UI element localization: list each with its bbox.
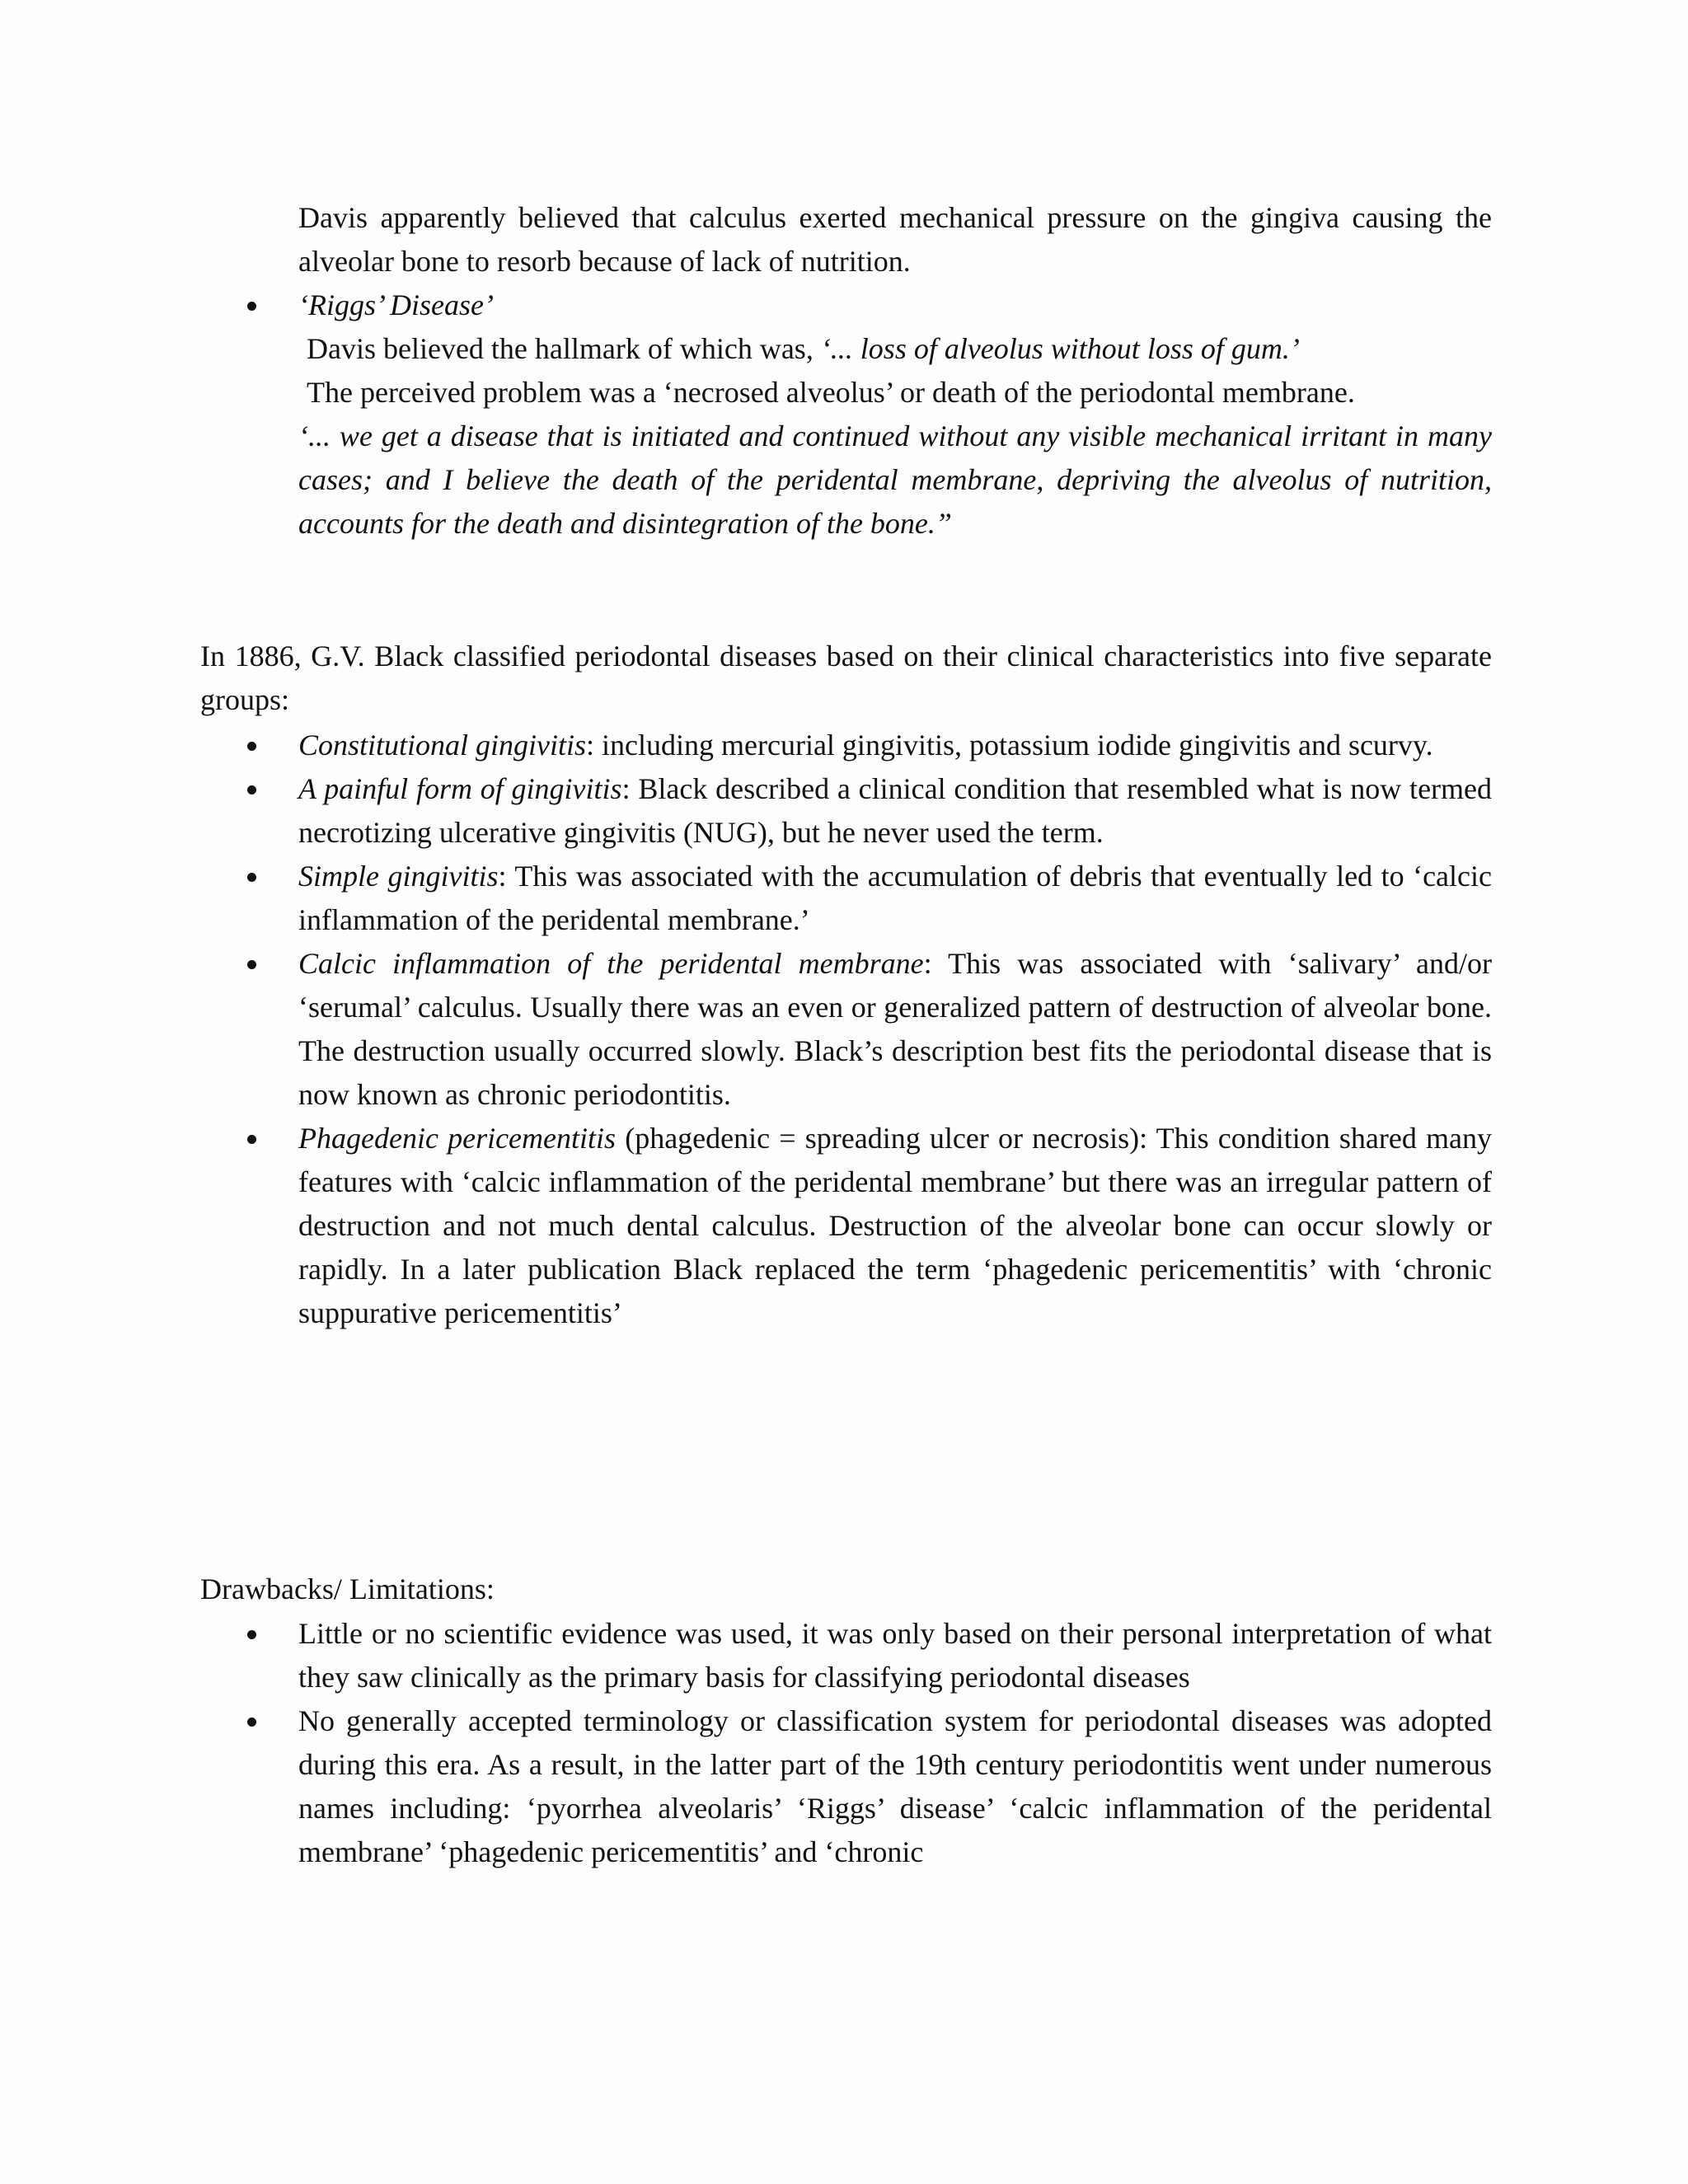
drawback-text: No generally accepted terminology or classification system for periodontal diseases was adopted during this era. As a result, in the latter part of the 19th century periodontitis went under numerous names including: ‘pyorrhea alveolaris’ ‘Riggs’ disease’ ‘calcic inflammation of the peridental membrane’ ‘phagedenic pericementitis’ and ‘chronic (298, 1704, 1492, 1868)
riggs-davis-quote: ‘... we get a disease that is initiated and continued without any visible mechanical irritant in many cases; and I believe the death of the peridental membrane, depriving the alveolus of nutrition, accounts for the death and disintegration of the bone.” (298, 419, 1492, 540)
drawbacks-list (298, 1612, 1492, 1874)
drawback-text: Little or no scientific evidence was used, it was only based on their personal interpretation of what they saw clinically as the primary basis for classifying periodontal diseases (298, 1617, 1492, 1694)
black-group-item (298, 1117, 1492, 1335)
davis-intro-text: Davis apparently believed that calculus exerted mechanical pressure on the gingiva causing the alveolar bone to resorb because of lack of nutrition. (298, 201, 1492, 278)
davis-intro-paragraph (298, 196, 1492, 284)
riggs-hallmark-line (298, 327, 1492, 371)
group-description: : including mercurial gingivitis, potassium iodide gingivitis and scurvy. (586, 729, 1433, 762)
riggs-hallmark-text: Davis believed the hallmark of which was, (307, 332, 821, 365)
black-group-item (298, 942, 1492, 1117)
bullet-icon (247, 960, 256, 969)
group-term: Constitutional gingivitis (298, 729, 587, 762)
bullet-icon (247, 742, 256, 751)
group-description: : Black described a clinical condition that resembled what is now termed necrotizing ulcerative gingivitis (NUG), but he never used the term. (298, 772, 1493, 849)
drawbacks-heading-text: Drawbacks/ Limitations: (200, 1572, 495, 1605)
riggs-disease-section (298, 284, 1492, 546)
group-term: Simple gingivitis (298, 860, 499, 893)
group-description: : This was associated with ‘salivary’ and/or ‘serumal’ calculus. Usually there was an even or generalized pattern of destruction of alveolar bone. The destruction usually occurred slowly. Black’s description best fits the periodontal disease that is now known as chronic periodontitis. (298, 947, 1492, 1111)
black-group-item (298, 724, 1492, 767)
bullet-icon (247, 302, 256, 311)
group-term: Calcic inflammation of the peridental membrane (298, 947, 924, 980)
drawbacks-heading (200, 1568, 1492, 1611)
riggs-hallmark-quote: ‘... loss of alveolus without loss of gum.’ (820, 332, 1300, 365)
group-term: A painful form of gingivitis (298, 772, 622, 805)
riggs-disease-item (298, 284, 1492, 546)
black-intro-paragraph (200, 635, 1492, 722)
bullet-icon (247, 873, 256, 882)
bullet-icon (247, 1135, 256, 1144)
riggs-perceived-problem: The perceived problem was a ‘necrosed alveolus’ or death of the periodontal membrane. (307, 376, 1355, 409)
black-group-item (298, 855, 1492, 942)
black-group-item (298, 767, 1492, 855)
black-groups-list (298, 724, 1492, 1335)
riggs-disease-title: ‘Riggs’ Disease’ (298, 288, 494, 321)
group-description: : This was associated with the accumulation of debris that eventually led to ‘calcic inflammation of the peridental membrane.’ (298, 860, 1492, 936)
group-term: Phagedenic pericementitis (298, 1122, 617, 1155)
drawback-item (298, 1699, 1492, 1874)
drawback-item (298, 1612, 1492, 1699)
bullet-icon (247, 1718, 256, 1727)
black-intro-text: In 1886, G.V. Black classified periodontal diseases based on their clinical characteristics into five separate groups: (200, 640, 1492, 716)
bullet-icon (247, 785, 256, 794)
group-description: (phagedenic = spreading ulcer or necrosis): This condition shared many features with ‘calcic inflammation of the peridental membrane’ but there was an irregular pattern of destruction and not much dental calculus. Destruction of the alveolar bone can occur slowly or rapidly. In a later publication Black replaced the term ‘phagedenic pericementitis’ with ‘chronic suppurative pericementitis’ (298, 1122, 1493, 1329)
bullet-icon (247, 1630, 256, 1639)
